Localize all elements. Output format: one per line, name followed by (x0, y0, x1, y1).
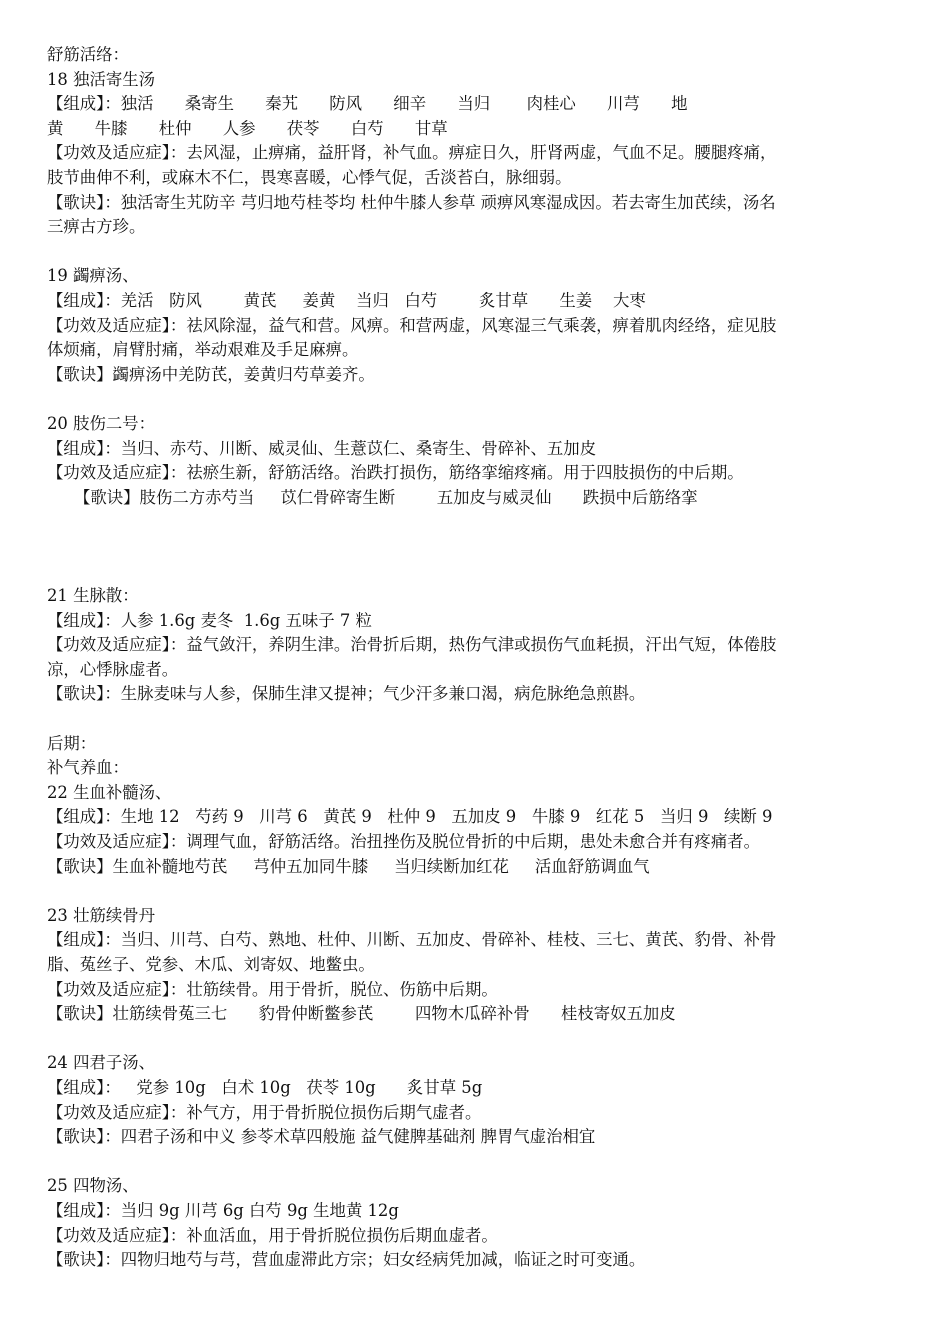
composition-line: 【组成】：当归、川芎、白芍、熟地、杜仲、川断、五加皮、骨碎补、桂枝、三七、黄芪、豹骨、补骨 (47, 930, 777, 950)
efficacy-line: 【功效及适应症】：益气敛汗，养阴生津。治骨折后期，热伤气津或损伤气血耗损，汗出气短，体倦肢 (47, 635, 777, 655)
formula-title: 19 蠲痹汤、 (47, 266, 139, 286)
formula-title: 21 生脉散： (47, 586, 139, 606)
composition-line: 脂、菟丝子、党参、木瓜、刘寄奴、地鳖虫。 (47, 954, 375, 974)
verse-line: 【歌诀】：四物归地芍与芎，营血虚滞此方宗；妇女经病凭加减，临证之时可变通。 (47, 1250, 646, 1270)
formula-title: 23 壮筋续骨丹 (47, 905, 156, 925)
spacer (47, 1027, 907, 1052)
formula-25 (47, 1174, 907, 1272)
verse-line: 【歌诀】生血补髓地芍芪 芎仲五加同牛膝 当归续断加红花 活血舒筋调血气 (47, 856, 650, 876)
formula-24 (47, 1051, 907, 1149)
formula-18 (47, 68, 907, 240)
spacer (47, 707, 907, 732)
composition-line: 【组成】：生地 12 芍药 9 川芎 6 黄芪 9 杜仲 9 五加皮 9 牛膝 9 红花 5 当归 9 续断 9 (47, 807, 773, 827)
section-heading-later-stage: 后期： (47, 733, 97, 753)
formula-title: 20 肢伤二号： (47, 413, 156, 433)
spacer (47, 1150, 907, 1175)
formula-title: 22 生血补髓汤、 (47, 782, 172, 802)
spacer (47, 240, 907, 265)
efficacy-line: 【功效及适应症】：去风湿，止痹痛，益肝肾，补气血。痹症日久，肝肾两虚，气血不足。腰腿疼痛， (47, 143, 777, 163)
efficacy-line: 肢节曲伸不利，或麻木不仁，畏寒喜暖，心悸气促，舌淡苔白，脉细弱。 (47, 167, 572, 187)
composition-line: 【组成】：独活 桑寄生 秦艽 防风 细辛 当归 肉桂心 川芎 地 (47, 94, 688, 114)
section-heading-shujin-huoluo: 舒筋活络： (47, 45, 129, 64)
formula-title: 18 独活寄生汤 (47, 69, 156, 89)
formula-title: 25 四物汤、 (47, 1176, 139, 1196)
efficacy-line: 【功效及适应症】：补血活血，用于骨折脱位损伤后期血虚者。 (47, 1225, 498, 1245)
verse-line: 【歌诀】壮筋续骨菟三七 豹骨仲断鳖参芪 四物木瓜碎补骨 桂枝寄奴五加皮 (47, 1004, 676, 1024)
efficacy-line: 【功效及适应症】：壮筋续骨。用于骨折，脱位、伤筋中后期。 (47, 979, 498, 999)
verse-line: 【歌诀】蠲痹汤中羌防芪，姜黄归芍草姜齐。 (47, 364, 375, 384)
efficacy-line: 凉，心悸脉虚者。 (47, 659, 179, 679)
spacer (47, 387, 907, 412)
verse-line: 【歌诀】：四君子汤和中义 参苓术草四般施 益气健脾基础剂 脾胃气虚治相宜 (47, 1127, 596, 1147)
spacer (47, 879, 907, 904)
section-heading-tonify-qi-blood: 补气养血： (47, 758, 129, 778)
efficacy-line: 【功效及适应症】：调理气血，舒筋活络。治扭挫伤及脱位骨折的中后期，患处未愈合并有疼痛者。 (47, 832, 760, 852)
formula-19 (47, 264, 907, 387)
composition-line: 【组成】：当归、赤芍、川断、威灵仙、生薏苡仁、桑寄生、骨碎补、五加皮 (47, 438, 597, 458)
spacer (47, 510, 907, 584)
formula-23 (47, 904, 907, 1027)
verse-line: 【歌诀】肢伤二方赤芍当 苡仁骨碎寄生断 五加皮与威灵仙 跌损中后筋络挛 (74, 487, 698, 507)
formula-title: 24 四君子汤、 (47, 1053, 156, 1073)
efficacy-line: 【功效及适应症】：祛瘀生新，舒筋活络。治跌打损伤，筋络挛缩疼痛。用于四肢损伤的中后期。 (47, 463, 744, 483)
composition-line: 【组成】：人参 1.6g 麦冬 1.6g 五味子 7 粒 (47, 610, 372, 630)
document-page (47, 43, 907, 1273)
efficacy-line: 【功效及适应症】：祛风除湿，益气和营。风痹。和营两虚，风寒湿三气乘袭，痹着肌肉经络，症见肢 (47, 315, 777, 335)
verse-line: 【歌诀】：独活寄生艽防辛 芎归地芍桂苓均 杜仲牛膝人参草 顽痹风寒湿成因。若去寄生加芪续，汤名 (47, 192, 776, 212)
verse-line: 三痹古方珍。 (47, 217, 146, 237)
efficacy-line: 体烦痛，肩臂肘痛，举动艰难及手足麻痹。 (47, 340, 359, 360)
formula-20 (47, 412, 907, 510)
efficacy-line: 【功效及适应症】：补气方，用于骨折脱位损伤后期气虚者。 (47, 1102, 482, 1122)
composition-line: 黄 牛膝 杜仲 人参 茯苓 白芍 甘草 (47, 118, 448, 138)
composition-line: 【组成】：当归 9g 川芎 6g 白芍 9g 生地黄 12g (47, 1200, 399, 1220)
composition-line: 【组成】：羌活 防风 黄芪 姜黄 当归 白芍 炙甘草 生姜 大枣 (47, 290, 646, 310)
verse-line: 【歌诀】：生脉麦味与人参，保肺生津又提神；气少汗多兼口渴，病危脉绝急煎斟。 (47, 684, 646, 704)
composition-line: 【组成】： 党参 10g 白术 10g 茯苓 10g 炙甘草 5g (47, 1077, 483, 1097)
formula-22 (47, 781, 907, 879)
formula-21 (47, 584, 907, 707)
